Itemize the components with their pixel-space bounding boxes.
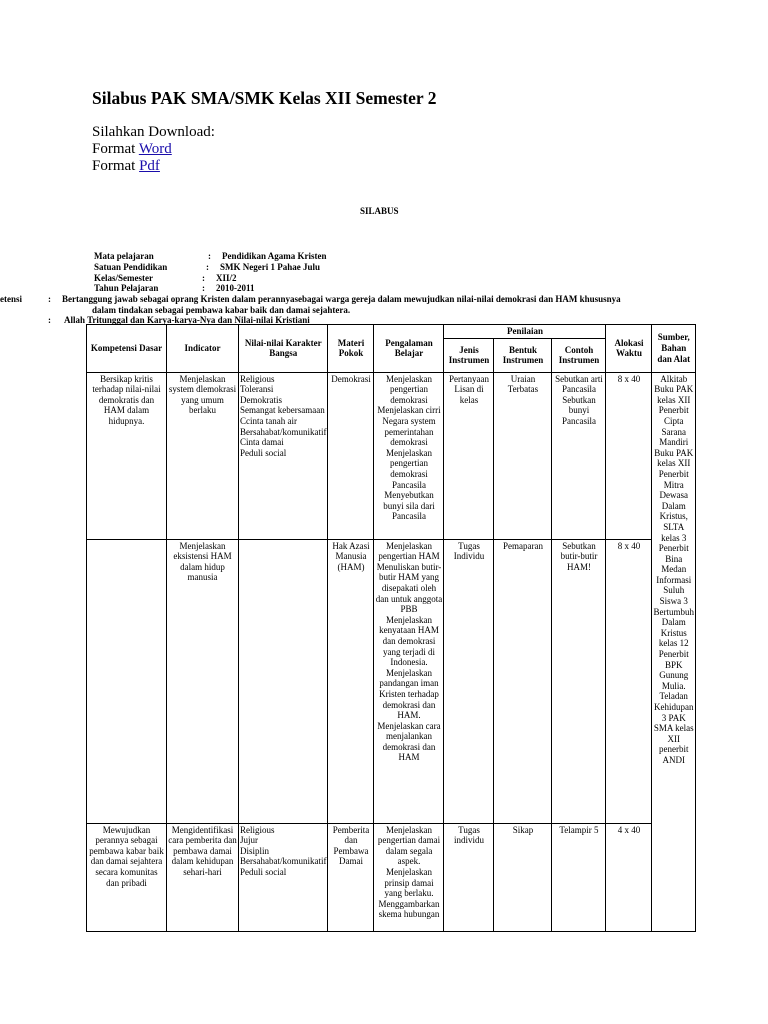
cell-kompetensi-dasar: Mewujudkan perannya sebagai pembawa kabar baik dan damai sejahtera secara komunitas dan pribadi [87,823,167,931]
header-penilaian: Penilaian [444,325,606,339]
meta-key: Kelas/Semester [94,273,153,283]
meta-colon: : [208,251,211,261]
page-title: Silabus PAK SMA/SMK Kelas XII Semester 2 [92,88,437,108]
header-materi-pokok: Materi Pokok [328,325,374,373]
format-label: Format [92,158,136,174]
meta-key: Mata pelajaran [94,251,154,261]
header-kompetensi-dasar: Kompetensi Dasar [87,325,167,373]
header-indicator: Indicator [167,325,239,373]
document-heading: SILABUS [360,206,399,216]
syllabus-table [86,324,696,932]
table-row [87,823,696,931]
cell-indicator: Menjelaskan eksistensi HAM dalam hidup manusia [167,539,239,823]
cell-kompetensi-dasar: Bersikap kritis terhadap nilai-nilai demokratis dan HAM dalam hidupnya. [87,372,167,539]
cell-indicator: Menjelaskan system dlemokrasi yang umum berlaku [167,372,239,539]
cell-materi-pokok: Demokrasi [328,372,374,539]
cell-alokasi-waktu: 8 x 40 [606,372,652,539]
cell-indicator: Mengidentifikasi cara pemberita dan pembawa damai dalam kehidupan sehari-hari [167,823,239,931]
header-contoh-instrumen: Contoh Instrumen [552,338,606,372]
header-sumber: Sumber, Bahan dan Alat [652,325,696,373]
word-download-link[interactable]: Word [138,141,172,157]
cell-jenis-instrumen: Pertanyaan Lisan di kelas [444,372,494,539]
cell-kompetensi-dasar [87,539,167,823]
cell-bentuk-instrumen: Uraian Terbatas [494,372,552,539]
cell-alokasi-waktu: 4 x 40 [606,823,652,931]
meta-colon: : [206,262,209,272]
meta-value: SMK Negeri 1 Pahae Julu [220,262,320,272]
cell-contoh-instrumen: Sebutkan butir-butir HAM! [552,539,606,823]
table-row [87,372,696,539]
ki-colon: : [48,315,51,325]
download-pdf-line [92,158,160,175]
cell-nilai-karakter [239,539,328,823]
meta-value: 2010-2011 [216,283,255,293]
cell-pengalaman-belajar: Menjelaskan pengertian demokrasi Menjelaskan cirri Negara system pemerintahan demokrasi Menjelaskan pengertian demokrasi Pancasila Menyebutkan bunyi sila dari Pancasila [374,372,444,539]
download-word-line [92,141,172,158]
ki-label: etensi [0,294,22,304]
table-row [87,539,696,823]
cell-bentuk-instrumen: Sikap [494,823,552,931]
cell-materi-pokok: Hak Azasi Manusia (HAM) [328,539,374,823]
format-label: Format [92,141,136,157]
cell-contoh-instrumen: Telampir 5 [552,823,606,931]
download-intro: Silahkan Download: [92,124,215,140]
cell-materi-pokok: Pemberita dan Pembawa Damai [328,823,374,931]
header-pengalaman-belajar: Pengalaman Belajar [374,325,444,373]
ki-line-3: Allah Tritunggal dan Karya-karya-Nya dan Nilai-nilai Kristiani [64,315,310,325]
cell-pengalaman-belajar: Menjelaskan pengertian HAM Menuliskan butir-butir HAM yang disepakati oleh dan untuk anggota PBB Menjelaskan kenyataan HAM dan demokrasi yang terjadi di Indonesia. Menjelaskan pandangan iman Kristen terhadap demokrasi dan HAM. Menjelaskan cara menjalankan demokrasi dan HAM [374,539,444,823]
ki-line-2: dalam tindakan sebagai pembawa kabar baik dan damai sejahtera. [92,305,351,315]
cell-jenis-instrumen: Tugas individu [444,823,494,931]
cell-jenis-instrumen: Tugas Individu [444,539,494,823]
header-alokasi-waktu: Alokasi Waktu [606,325,652,373]
pdf-download-link[interactable]: Pdf [139,158,160,174]
ki-colon: : [48,294,51,304]
cell-nilai-karakter: Religious Jujur Disiplin Bersahabat/komunikatif Peduli social [239,823,328,931]
header-nilai-karakter: Nilai-nilai Karakter Bangsa [239,325,328,373]
cell-nilai-karakter: Religious Toleransi Demokratis Semangat kebersamaan Ccinta tanah air Bersahabat/komunikatif Cinta damai Peduli social [239,372,328,539]
cell-sumber: Alkitab Buku PAK kelas XII Penerbit Cipta Sarana Mandiri Buku PAK kelas XII Penerbit Mitra Dewasa Dalam Kristus, SLTA kelas 3 Penerbit Bina Medan Informasi Suluh Siswa 3 Bertumbuh Dalam Kristus kelas 12 Penerbit BPK Gunung Mulia. Teladan Kehidupan 3 PAK SMA kelas XII penerbit ANDI [652,372,696,931]
cell-alokasi-waktu: 8 x 40 [606,539,652,823]
meta-value: XII/2 [216,273,237,283]
ki-line-1: Bertanggung jawab sebagai oprang Kristen dalam perannyasebagai warga gereja dalam mewujudkan nilai-nilai demokrasi dan HAM khususnya [62,294,621,304]
meta-colon: : [202,283,205,293]
header-bentuk-instrumen: Bentuk Instrumen [494,338,552,372]
cell-pengalaman-belajar: Menjelaskan pengertian damai dalam segala aspek. Menjelaskan prinsip damai yang berlaku. Menggambarkan skema hubungan [374,823,444,931]
meta-key: Tahun Pelajaran [94,283,159,293]
meta-key: Satuan Pendidikan [94,262,168,272]
cell-contoh-instrumen: Sebutkan arti Pancasila Sebutkan bunyi Pancasila [552,372,606,539]
cell-bentuk-instrumen: Pemaparan [494,539,552,823]
meta-value: Pendidikan Agama Kristen [222,251,327,261]
header-jenis-instrumen: Jenis Instrumen [444,338,494,372]
meta-colon: : [202,273,205,283]
